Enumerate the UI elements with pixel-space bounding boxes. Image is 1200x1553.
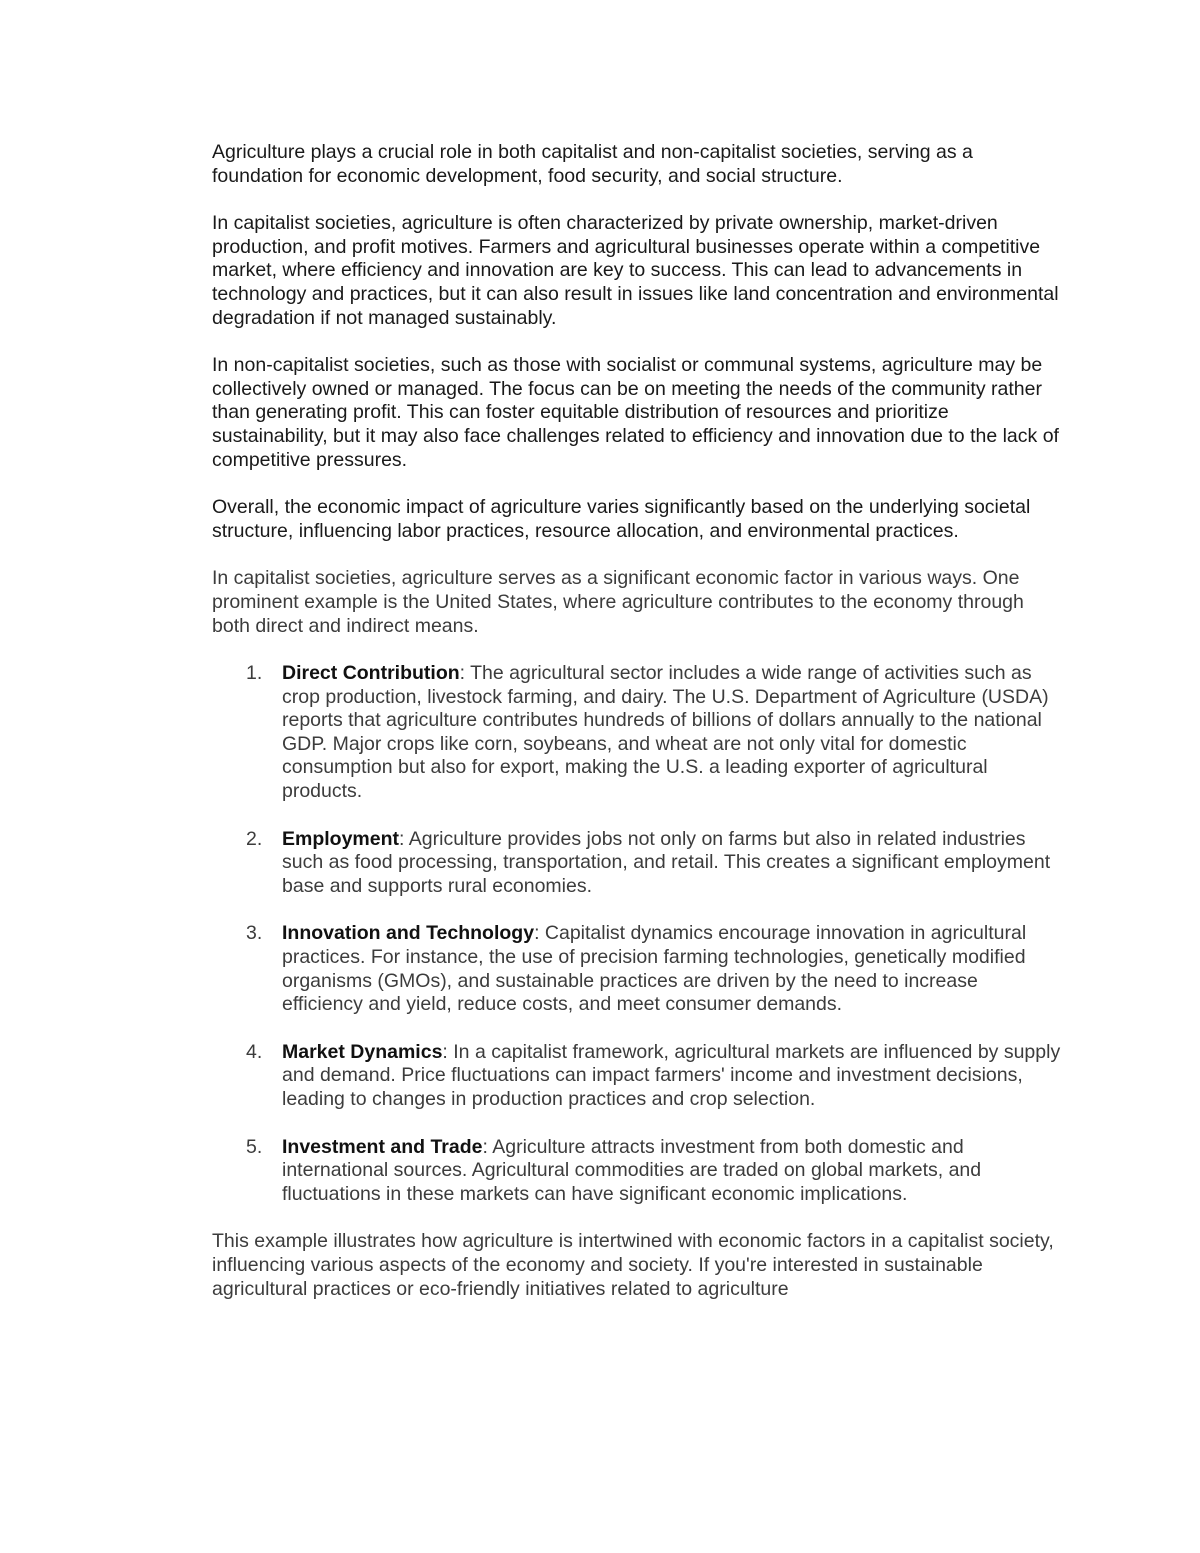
list-item — [212, 922, 1062, 1016]
list-item-term: Innovation and Technology — [282, 922, 535, 945]
list-item-text: : Agriculture provides jobs not only on farms but also in related industries such as food processing, transportation, and retail. This creates a significant employment base and supports rural economies. — [282, 827, 1051, 897]
document-body — [212, 141, 1062, 1325]
list-item-text: : Capitalist dynamics encourage innovation in agricultural practices. For instance, the use of precision farming technologies, genetically modified organisms (GMOs), and sustainable practices are driven by the need to increase efficiency and yield, reduce costs, and meet consumer demands. — [282, 922, 1027, 1016]
numbered-list — [212, 662, 1062, 1206]
list-item-number: 4. — [246, 1040, 263, 1063]
list-item-number: 3. — [246, 922, 263, 945]
list-item-term: Investment and Trade — [282, 1135, 483, 1158]
intro-paragraph-1: Agriculture plays a crucial role in both capitalist and non-capitalist societies, serving as a foundation for economic development, food security, and social structure. — [212, 141, 973, 187]
list-item-text: : In a capitalist framework, agricultural markets are influenced by supply and demand. Price fluctuations can impact farmers' income and investment decisions, leading to changes in production practices and crop selection. — [282, 1040, 1061, 1110]
list-item-number: 2. — [246, 827, 263, 850]
intro-paragraph-3: In non-capitalist societies, such as those with socialist or communal systems, agriculture may be collectively owned or managed. The focus can be on meeting the needs of the community rather than generating profit. This can foster equitable distribution of resources and prioritize sustainability, but it may also face challenges related to efficiency and innovation due to the lack of competitive pressures. — [212, 354, 1059, 471]
list-item-term: Market Dynamics — [282, 1040, 443, 1063]
list-item — [212, 1136, 1062, 1207]
list-item-term: Direct Contribution — [282, 662, 460, 685]
list-item — [212, 1041, 1062, 1112]
list-item-text: : Agriculture attracts investment from both domestic and international sources. Agricultural commodities are traded on global markets, and fluctuations in these markets can have significant economic implications. — [282, 1135, 982, 1205]
list-item — [212, 828, 1062, 899]
intro-paragraph-2: In capitalist societies, agriculture is often characterized by private ownership, market-driven production, and profit motives. Farmers and agricultural businesses operate within a competitive market, where efficiency and innovation are key to success. This can lead to advancements in technology and practices, but it can also result in issues like land concentration and environmental degradation if not managed sustainably. — [212, 212, 1059, 329]
list-item-number: 1. — [246, 662, 263, 685]
list-item-term: Employment — [282, 827, 400, 850]
list-item-text: : The agricultural sector includes a wide range of activities such as crop production, livestock farming, and dairy. The U.S. Department of Agriculture (USDA) reports that agriculture contributes hundreds of billions of dollars annually to the national GDP. Major crops like corn, soybeans, and wheat are not only vital for domestic consumption but also for export, making the U.S. a leading exporter of agricultural products. — [282, 662, 1049, 803]
intro-paragraph-4: Overall, the economic impact of agriculture varies significantly based on the underlying societal structure, influencing labor practices, resource allocation, and environmental practices. — [212, 496, 1031, 542]
list-item-number: 5. — [246, 1135, 263, 1158]
closing-paragraph: This example illustrates how agriculture is intertwined with economic factors in a capitalist society, influencing various aspects of the economy and society. If you're interested in sustainable agricultural practices or eco-friendly initiatives related to agriculture — [212, 1230, 1054, 1300]
list-item — [212, 662, 1062, 804]
lead-in-paragraph: In capitalist societies, agriculture serves as a significant economic factor in various ways. One prominent example is the United States, where agriculture contributes to the economy through both direct and indirect means. — [212, 567, 1024, 637]
